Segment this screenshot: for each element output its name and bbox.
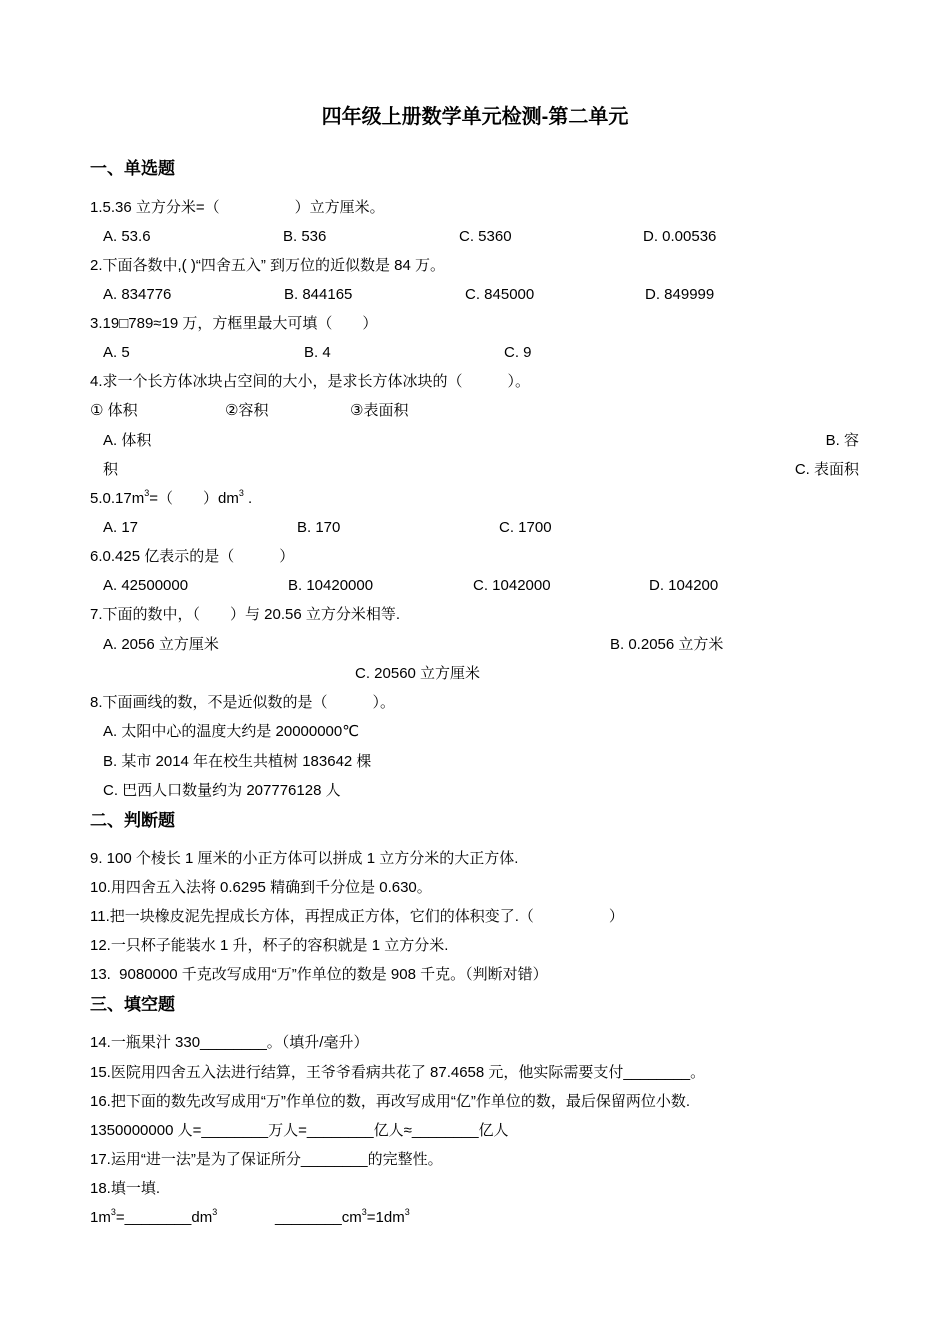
question-6: 6.0.425 亿表示的是（ ） — [90, 548, 295, 565]
q5-stem-b: =（ ）dm — [149, 490, 239, 507]
q6-option-a[interactable]: A. 42500000 — [103, 577, 189, 594]
question-12: 12.一只杯子能装水 1 升，杯子的容积就是 1 立方分米. — [90, 937, 449, 954]
q18-sup-1: 3 — [110, 1207, 116, 1217]
question-9: 9. 100 个棱长 1 厘米的小正方体可以拼成 1 立方分米的大正方体. — [90, 850, 519, 867]
q6-option-b[interactable]: B. 10420000 — [288, 577, 374, 594]
q5-stem-a: 5.0.17m — [90, 490, 145, 507]
page-title: 四年级上册数学单元检测-第二单元 — [321, 106, 629, 128]
q7-option-b[interactable]: B. 0.2056 立方米 — [610, 636, 724, 653]
q2-option-c[interactable]: C. 845000 — [465, 286, 535, 303]
q4-choice-1: ① 体积 — [90, 402, 138, 419]
q5-option-a[interactable]: A. 17 — [103, 519, 139, 536]
section-heading-single-choice: 一、单选题 — [90, 159, 175, 178]
q3-option-a[interactable]: A. 5 — [103, 344, 130, 361]
question-13: 13. 9080000 千克改写成用“万”作单位的数是 908 千克。（判断对错） — [90, 966, 548, 983]
q3-option-c[interactable]: C. 9 — [504, 344, 532, 361]
q1-option-c[interactable]: C. 5360 — [459, 228, 512, 245]
q4-option-c[interactable]: C. 表面积 — [794, 461, 859, 478]
question-8: 8.下面画线的数，不是近似数的是（ ）。 — [90, 694, 396, 711]
q2-option-d[interactable]: D. 849999 — [645, 286, 715, 303]
q18-a1: 1m — [90, 1209, 111, 1226]
question-5 — [90, 489, 252, 509]
q5-sup-1: 3 — [144, 488, 150, 498]
question-2: 2.下面各数中,( )“四舍五入” 到万位的近似数是 84 万。 — [90, 257, 446, 274]
q8-option-c[interactable]: C. 巴西人口数量约为 207776128 人 — [103, 782, 341, 799]
q16-fill-line: 1350000000 人=________万人=________亿人≈________亿人 — [90, 1122, 509, 1139]
q1-option-a[interactable]: A. 53.6 — [103, 228, 151, 245]
q18-b1: ________cm — [275, 1209, 362, 1226]
q18-b2: =1dm — [366, 1209, 405, 1226]
question-10: 10.用四舍五入法将 0.6295 精确到千分位是 0.630。 — [90, 879, 432, 896]
q8-option-a[interactable]: A. 太阳中心的温度大约是 20000000℃ — [103, 723, 360, 740]
q18-blank-b — [275, 1208, 410, 1228]
question-18: 18.填一填. — [90, 1180, 161, 1197]
q1-option-b[interactable]: B. 536 — [283, 228, 327, 245]
section-heading-fill-blank: 三、填空题 — [90, 995, 175, 1014]
question-4: 4.求一个长方体冰块占空间的大小，是求长方体冰块的（ ）。 — [90, 373, 531, 390]
q5-stem-c: . — [243, 490, 253, 507]
q8-option-b[interactable]: B. 某市 2014 年在校生共植树 183642 棵 — [103, 753, 372, 770]
q18-sup-3: 3 — [361, 1207, 367, 1217]
question-14: 14.一瓶果汁 330________。（填升/毫升） — [90, 1034, 369, 1051]
q4-choice-2: ②容积 — [225, 402, 269, 419]
q6-option-d[interactable]: D. 104200 — [649, 577, 719, 594]
question-17: 17.运用“进一法”是为了保证所分________的完整性。 — [90, 1151, 443, 1168]
q5-option-c[interactable]: C. 1700 — [499, 519, 552, 536]
q5-option-b[interactable]: B. 170 — [297, 519, 341, 536]
q4-option-b-wrap: 积 — [103, 461, 119, 478]
q1-option-d[interactable]: D. 0.00536 — [643, 228, 717, 245]
q18-blank-a — [90, 1208, 217, 1228]
q2-option-b[interactable]: B. 844165 — [284, 286, 353, 303]
question-11: 11.把一块橡皮泥先捏成长方体，再捏成正方体，它们的体积变了.（ ） — [90, 908, 624, 925]
q7-option-c[interactable]: C. 20560 立方厘米 — [355, 665, 481, 682]
question-16: 16.把下面的数先改写成用“万”作单位的数，再改写成用“亿”作单位的数，最后保留两位小数. — [90, 1093, 691, 1110]
question-15: 15.医院用四舍五入法进行结算，王爷爷看病共花了 87.4658 元，他实际需要支付________。 — [90, 1064, 706, 1081]
question-3: 3.19□789≈19 万，方框里最大可填（ ） — [90, 315, 378, 332]
question-7: 7.下面的数中，（ ）与 20.56 立方分米相等. — [90, 606, 401, 623]
q4-choice-3: ③表面积 — [350, 402, 409, 419]
q18-a2: =________dm — [115, 1209, 213, 1226]
section-heading-true-false: 二、判断题 — [90, 811, 175, 830]
q18-sup-2: 3 — [212, 1207, 218, 1217]
q3-option-b[interactable]: B. 4 — [304, 344, 331, 361]
q7-option-a[interactable]: A. 2056 立方厘米 — [103, 636, 219, 653]
question-1: 1.5.36 立方分米=（ ）立方厘米。 — [90, 199, 385, 216]
q2-option-a[interactable]: A. 834776 — [103, 286, 172, 303]
q18-sup-4: 3 — [404, 1207, 410, 1217]
q4-option-b[interactable]: B. 容 — [825, 432, 859, 449]
q6-option-c[interactable]: C. 1042000 — [473, 577, 551, 594]
q4-option-a[interactable]: A. 体积 — [103, 432, 152, 449]
q5-sup-2: 3 — [238, 488, 244, 498]
